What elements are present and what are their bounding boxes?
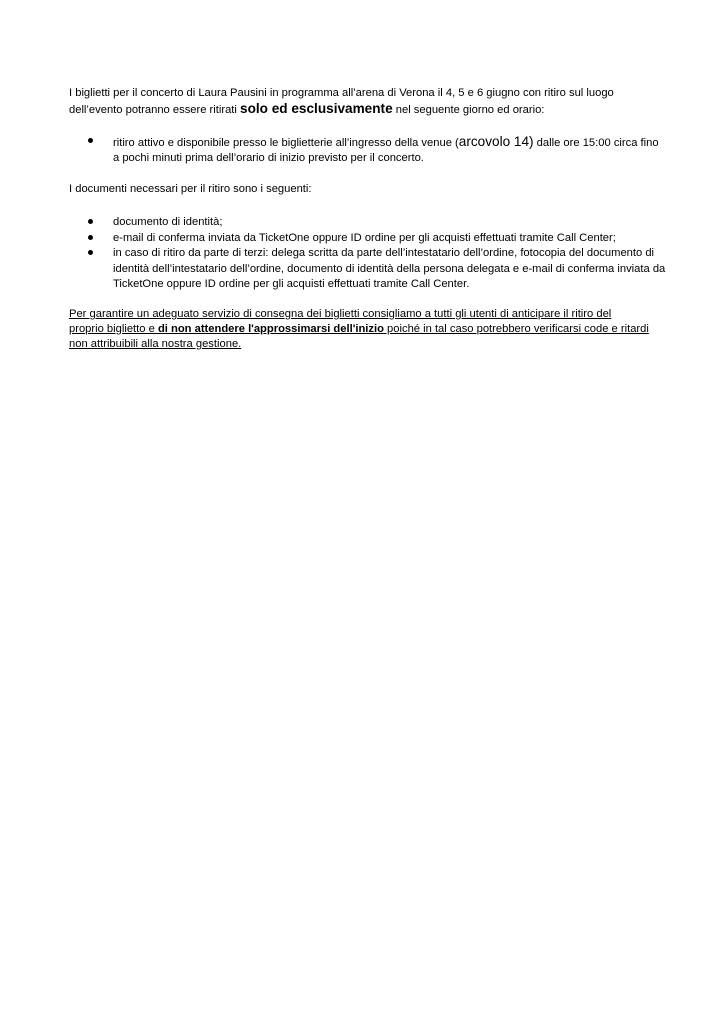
pickup-text-end: dalle ore 15:00 circa fino a pochi minuti prima dell’orario di inizio previsto per il concerto. bbox=[113, 137, 659, 164]
documents-title: I documenti necessari per il ritiro sono i seguenti: bbox=[69, 183, 312, 195]
pickup-text: ritiro attivo e disponibile presso le biglietterie all’ingresso della venue ( bbox=[113, 137, 459, 149]
list-item bbox=[86, 134, 666, 166]
intro-text-end: nel seguente giorno ed orario: bbox=[392, 104, 545, 116]
documents-list bbox=[86, 215, 666, 293]
closing-paragraph bbox=[69, 307, 649, 352]
closing-text: Per garantire un adeguato servizio di consegna dei biglietti consigliamo a tutti gli utenti di anticipare il ritiro del proprio biglietto e bbox=[69, 308, 612, 335]
closing-text-end: poiché in tal caso potrebbero verificarsi code e ritardi non attribuibili alla nostra gestione. bbox=[69, 323, 649, 350]
document-item-text: in caso di ritiro da parte di terzi: delega scritta da parte dell’intestatario dell’ordine, fotocopia del documento di identità dell’intestatario dell’ordine, documento di identità della persona delegata e e-mail di conferma inviata da TicketOne oppure ID ordine per gli acquisti effettuati tramite Call Center. bbox=[113, 247, 666, 291]
bullet-icon bbox=[88, 235, 93, 240]
intro-paragraph bbox=[69, 86, 669, 118]
list-item bbox=[86, 246, 666, 293]
document-item-text: e-mail di conferma inviata da TicketOne oppure ID ordine per gli acquisti effettuati tramite Call Center; bbox=[113, 231, 616, 244]
intro-emphasis: solo ed esclusivamente bbox=[240, 101, 393, 116]
bullet-icon bbox=[88, 138, 93, 143]
intro-text: I biglietti per il concerto di Laura Pausini in programma all’arena di Verona il 4, 5 e 6 giugno con ritiro sul luogo dell’evento potranno essere ritirati bbox=[69, 87, 614, 116]
pickup-venue: arcovolo 14) bbox=[458, 134, 534, 149]
list-item bbox=[86, 215, 666, 231]
bullet-icon bbox=[88, 219, 93, 224]
document-item-text: documento di identità; bbox=[113, 216, 223, 228]
bullet-icon bbox=[88, 250, 93, 255]
list-item bbox=[86, 231, 666, 247]
closing-emphasis: di non attendere l'approssimarsi dell'inizio bbox=[157, 323, 384, 335]
pickup-list bbox=[86, 134, 666, 166]
